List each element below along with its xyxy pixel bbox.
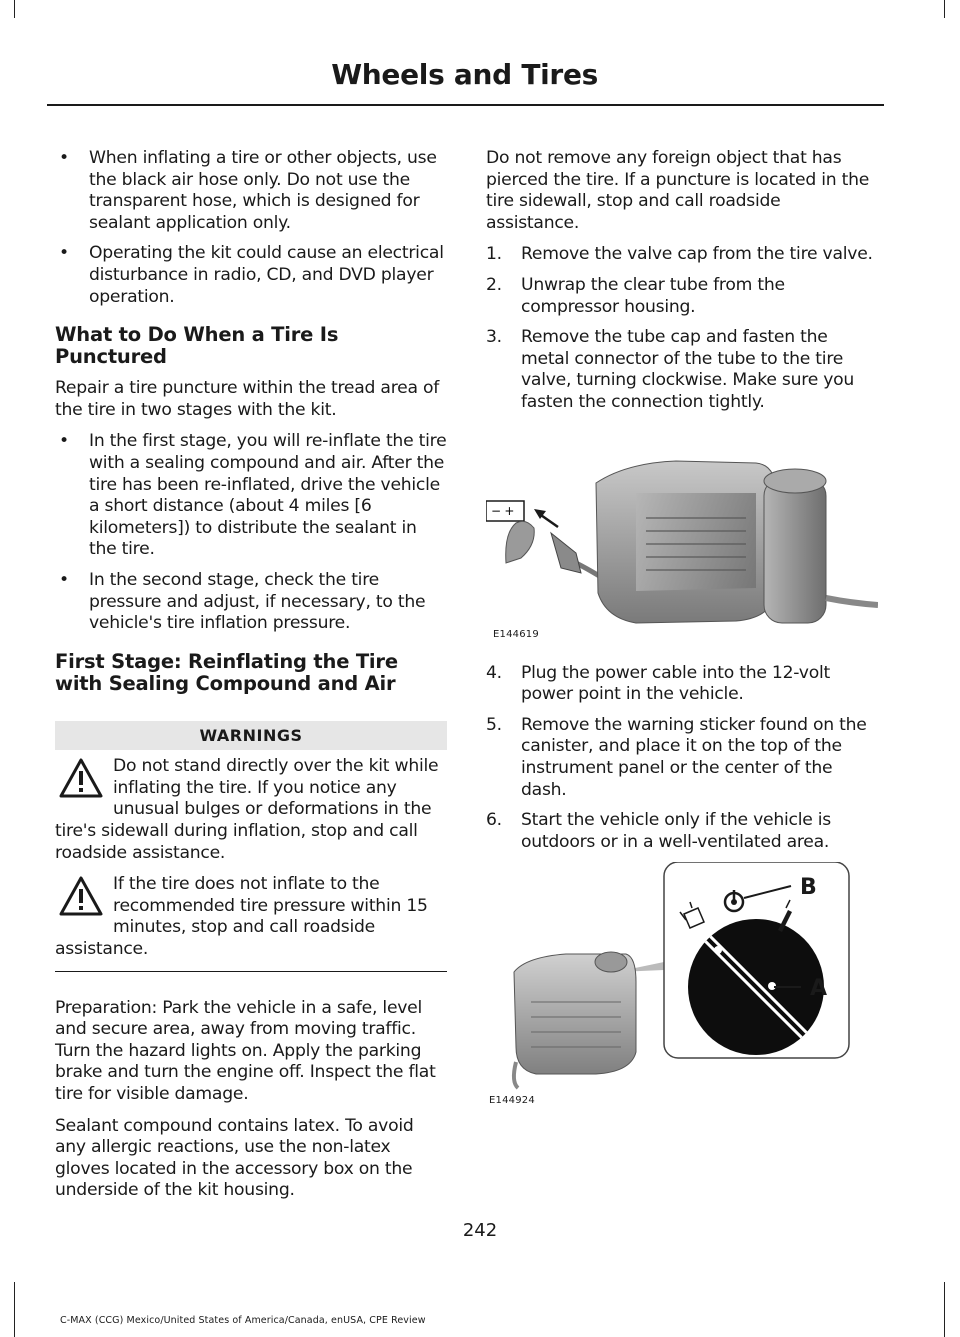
crop-mark-bottom-left [14,1282,15,1337]
preparation-paragraph: Preparation: Park the vehicle in a safe, level and secure area, away from moving traffic. Turn the hazard lights on. Apply the parking brake and turn the engine off. Inspect the flat tire for visible damage. [55,997,436,1104]
callout-label-b: B [800,875,817,901]
list-item: • In the second stage, check the tire pressure and adjust, if necessary, to the vehicle's tire inflation pressure. [59,569,426,634]
steps-list-a [486,244,878,413]
section-heading-punctured: What to Do When a Tire Is Punctured [55,323,339,369]
list-item: 6. Start the vehicle only if the vehicle is outdoors or in a well-ventilated area. [486,810,831,852]
header-rule [47,104,884,106]
page-footer: C-MAX (CCG) Mexico/United States of America/Canada, enUSA, CPE Review [60,1315,426,1326]
steps-list-b [486,663,878,854]
compressor-illustration [486,423,878,643]
list-item: 3. Remove the tube cap and fasten the metal connector of the tube to the tire valve, turning clockwise. Make sure you fasten the connection tightly. [486,327,855,412]
dial-illustration [486,862,878,1108]
section-paragraph: Repair a tire puncture within the tread area of the tire in two stages with the kit. [55,378,440,420]
warning-item: Do not stand directly over the kit while inflating the tire. If you notice any unusual bulges or deformations in the tire's sidewall during inflation, stop and call roadside assistance. [55,756,439,863]
page-header-title: Wheels and Tires [331,58,598,91]
crop-mark-top-right [944,0,945,18]
warnings-title: WARNINGS [55,721,447,751]
warnings-divider [55,971,447,972]
figure-code: E144924 [489,1095,535,1107]
intro-bullet-list [55,148,447,308]
warning-triangle-icon [59,758,103,798]
list-item: • When inflating a tire or other objects, use the black air hose only. Do not use the transparent hose, which is designed for sealant application only. [59,148,437,233]
foreign-object-paragraph: Do not remove any foreign object that has pierced the tire. If a puncture is located in the tire sidewall, stop and call roadside assistance. [486,148,870,233]
section-heading-first-stage: First Stage: Reinflating the Tire with Sealing Compound and Air [55,649,398,695]
compressor-figure [486,423,878,643]
right-column [486,148,878,1108]
warning-item: If the tire does not inflate to the recommended tire pressure within 15 minutes, stop and call roadside assistance. [55,874,428,960]
list-item: • In the first stage, you will re-inflate the tire with a sealing compound and air. After the tire has been re-inflated, drive the vehicle a short distance (about 4 miles [6 kilometers]) to distribute the sealant in the tire. [59,431,447,560]
crop-mark-bottom-right [944,1282,945,1337]
page-number: 242 [462,1220,498,1241]
stage-bullet-list [55,431,447,634]
warning-triangle-icon [59,876,103,916]
crop-mark-top-left [14,0,15,18]
left-column [55,148,447,1212]
battery-symbol-text: − + [491,503,515,518]
callout-label-a: A [810,976,827,1002]
latex-paragraph: Sealant compound contains latex. To avoid any allergic reactions, use the non-latex gloves located in the accessory box on the underside of the kit housing. [55,1115,414,1201]
list-item: 2. Unwrap the clear tube from the compressor housing. [486,274,785,317]
figure-code: E144619 [493,628,539,640]
list-item: 5. Remove the warning sticker found on the canister, and place it on the top of the instrument panel or the center of the dash. [486,714,867,800]
list-item: • Operating the kit could cause an electrical disturbance in radio, CD, and DVD player operation. [59,243,444,307]
list-item: 4. Plug the power cable into the 12-volt power point in the vehicle. [486,662,830,705]
list-item: 1. Remove the valve cap from the tire valve. [486,244,873,265]
dial-figure [486,862,878,1108]
